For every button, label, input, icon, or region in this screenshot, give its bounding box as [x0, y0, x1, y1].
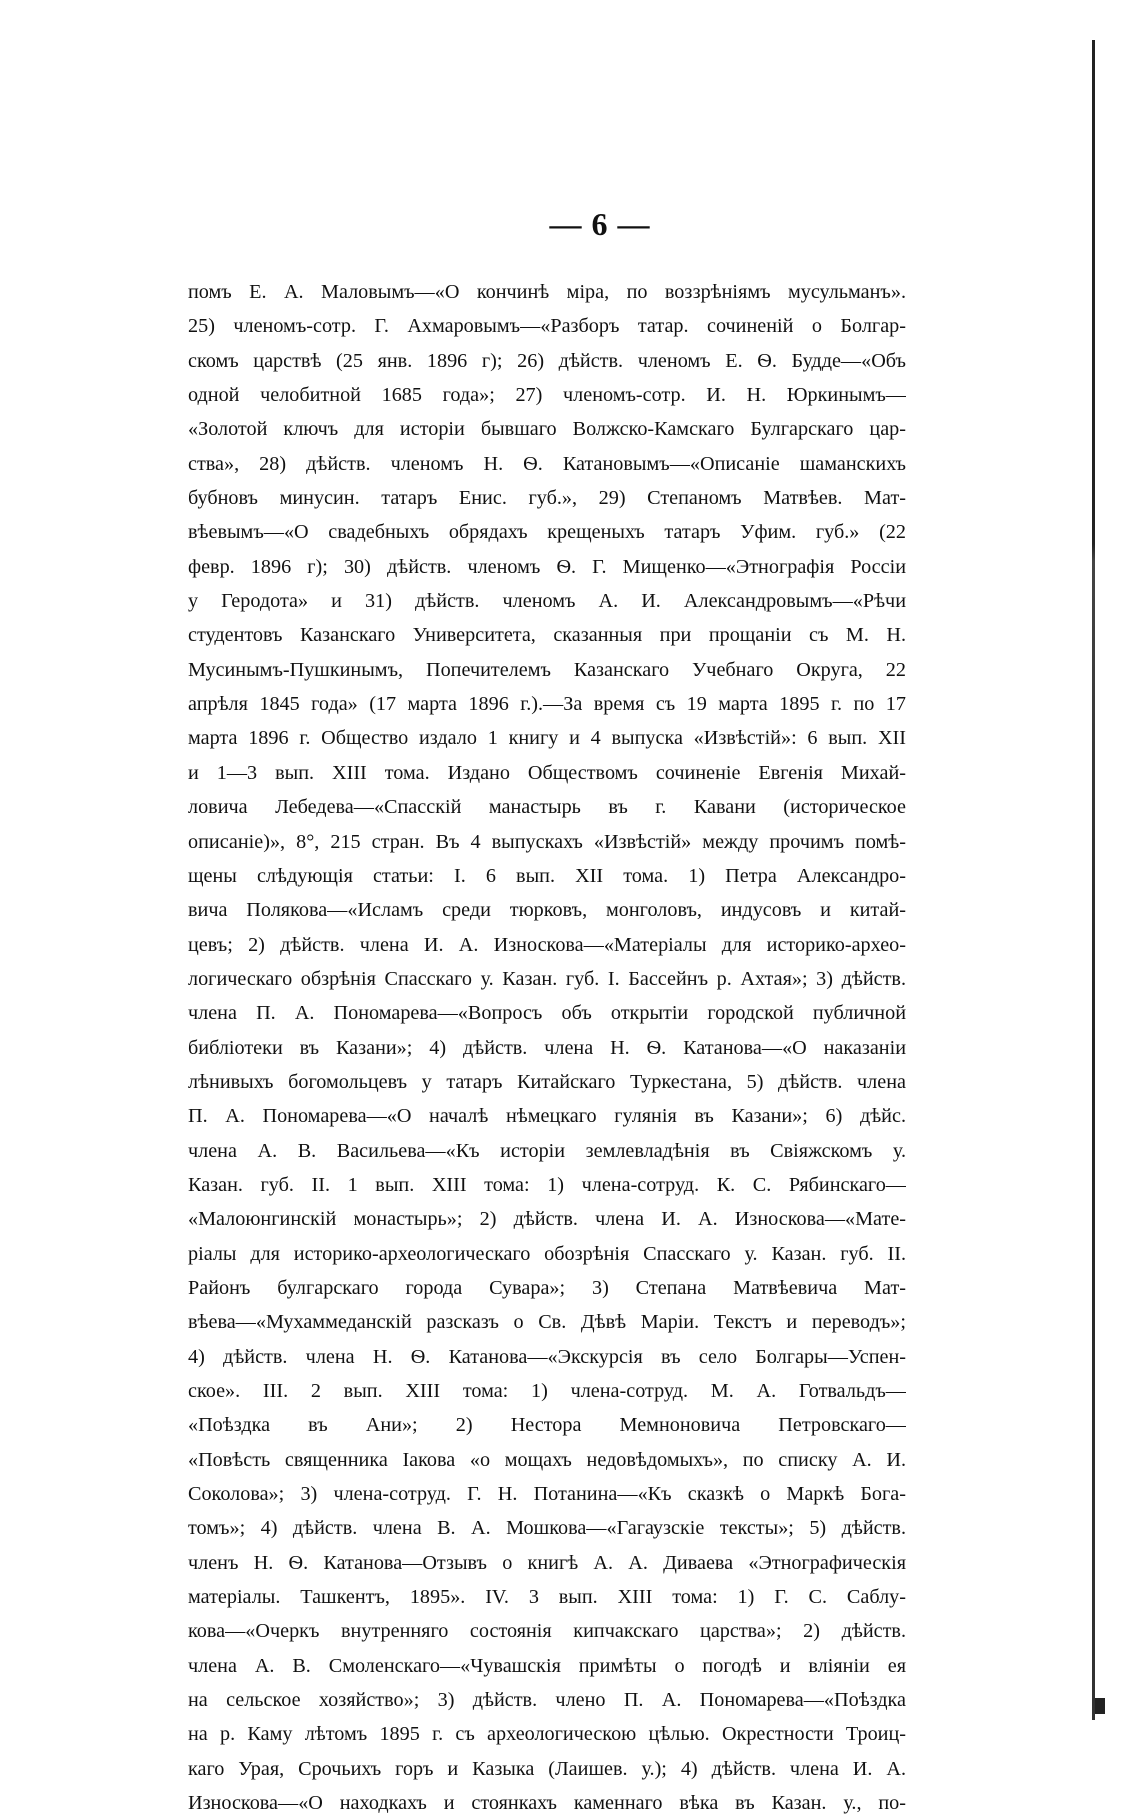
text-line: ства», 28) дѣйств. членомъ Н. Ѳ. Катановымъ—«Описаніе шаманскихъ [188, 452, 906, 475]
text-line: Мусинымъ-Пушкинымъ, Попечителемъ Казанскаго Учебнаго Округа, 22 [188, 658, 906, 681]
text-line: П. А. Пономарева—«О началѣ нѣмецкаго гулянія въ Казани»; 6) дѣйс. [188, 1105, 906, 1128]
text-line: члена А. В. Васильева—«Къ исторіи землевладѣнія въ Свіяжскомъ у. [188, 1139, 906, 1162]
text-line: лѣнивыхъ богомольцевъ у татаръ Китайскаго Туркестана, 5) дѣйств. члена [188, 1070, 906, 1093]
text-line: и 1—3 вып. XIII тома. Издано Обществомъ сочиненіе Евгенія Михай- [188, 761, 906, 784]
text-line: члена А. В. Смоленскаго—«Чувашскія примѣты о погодѣ и вліяніи ея [188, 1654, 906, 1677]
text-line: ловича Лебедева—«Спасскій манастырь въ г. Кавани (историческое [188, 796, 906, 819]
text-line: Казан. губ. II. 1 вып. XIII тома: 1) члена-сотруд. К. С. Рябинскаго— [188, 1173, 906, 1196]
text-line: студентовъ Казанскаго Университета, сказанныя при прощаніи съ М. Н. [188, 624, 906, 647]
text-line: помъ Е. А. Маловымъ—«О кончинѣ міра, по воззрѣніямъ мусульманъ». [188, 281, 906, 303]
text-line: логическаго обзрѣнія Спасскаго у. Казан. губ. I. Бассейнъ р. Ахтая»; 3) дѣйств. [188, 967, 906, 990]
text-line: «Поѣздка въ Ани»; 2) Нестора Мемноновича Петровскаго— [188, 1414, 906, 1437]
text-line: Районъ булгарскаго города Сувара»; 3) Степана Матвѣевича Мат- [188, 1276, 906, 1299]
text-line: ріалы для историко-археологическаго обозрѣнія Спасскаго у. Казан. губ. II. [188, 1242, 906, 1265]
text-line: апрѣля 1845 года» (17 марта 1896 г.).—За время съ 19 марта 1895 г. по 17 [188, 693, 906, 716]
text-line: на р. Каму лѣтомъ 1895 г. съ археологическою цѣлью. Окрестности Троиц- [188, 1723, 906, 1746]
text-line: у Геродота» и 31) дѣйств. членомъ А. И. Александровымъ—«Рѣчи [188, 590, 906, 613]
text-line: кова—«Очеркъ внутренняго состоянія кипчакскаго царства»; 2) дѣйств. [188, 1620, 906, 1643]
text-line: щены слѣдующія статьи: I. 6 вып. XII тома. 1) Петра Александро- [188, 864, 906, 887]
text-line: марта 1896 г. Общество издало 1 книгу и 4 выпуска «Извѣстій»: 6 вып. XII [188, 727, 906, 750]
text-line: цевъ; 2) дѣйств. члена И. А. Износкова—«Матеріалы для историко-археo- [188, 933, 906, 956]
text-line: на сельское хозяйство»; 3) дѣйств. члено П. А. Пономарева—«Поѣздка [188, 1689, 906, 1712]
text-line: Износкова—«О находкахъ и стоянкахъ каменнаго вѣка въ Казан. у., по- [188, 1792, 906, 1815]
text-line: 25) членомъ-сотр. Г. Ахмаровымъ—«Разборъ татар. сочиненій о Болгар- [188, 315, 906, 338]
scan-edge-line [1092, 40, 1095, 1720]
text-line: вѣева—«Мухаммеданскій разсказъ о Св. Дѣвѣ Маріи. Текстъ и переводъ»; [188, 1311, 906, 1334]
text-line: вича Полякова—«Исламъ среди тюрковъ, монголовъ, индусовъ и китай- [188, 899, 906, 922]
text-line: «Золотой ключъ для исторіи бывшаго Волжско-Камскаго Булгарскаго цар- [188, 418, 906, 441]
text-line: «Повѣсть священника Іакова «о мощахъ недовѣдомыхъ», по списку А. И. [188, 1448, 906, 1471]
text-line: каго Урая, Срочьихъ горъ и Казыка (Лаишев. у.); 4) дѣйств. члена И. А. [188, 1757, 906, 1780]
text-line: описаніе)», 8°, 215 стран. Въ 4 выпускахъ «Извѣстій» между прочимъ помѣ- [188, 830, 906, 853]
scan-corner-mark [1095, 1698, 1105, 1714]
text-line: скомъ царствѣ (25 янв. 1896 г); 26) дѣйств. членомъ Е. Ѳ. Будде—«Объ [188, 349, 906, 372]
body-text [188, 275, 906, 1820]
text-line: Соколова»; 3) члена-сотруд. Г. Н. Потанина—«Къ сказкѣ о Маркѣ Богa- [188, 1483, 906, 1506]
text-line: «Малоюнгинскій монастырь»; 2) дѣйств. члена И. А. Износкова—«Мате- [188, 1208, 906, 1231]
text-line: библіотеки въ Казани»; 4) дѣйств. члена Н. Ѳ. Катанова—«О наказаніи [188, 1036, 906, 1059]
text-line: членъ Н. Ѳ. Катанова—Отзывъ о книгѣ А. А. Диваева «Этнографическія [188, 1551, 906, 1574]
text-line: бубновъ минусин. татаръ Енис. губ.», 29) Степаномъ Матвѣев. Мат- [188, 487, 906, 510]
page-number: — 6 — [549, 206, 651, 242]
text-line: 4) дѣйств. члена Н. Ѳ. Катанова—«Экскурсія въ село Болгары—Успен- [188, 1345, 906, 1368]
text-line: ское». III. 2 вып. XIII тома: 1) члена-сотруд. М. А. Готвальдъ— [188, 1380, 906, 1402]
text-line: матеріалы. Ташкентъ, 1895». IV. 3 вып. XIII тома: 1) Г. С. Саблу- [188, 1586, 906, 1609]
text-line: одной челобитной 1685 года»; 27) членомъ-сотр. И. Н. Юркинымъ— [188, 384, 906, 407]
text-line: вѣевымъ—«О свадебныхъ обрядахъ крещеныхъ татаръ Уфим. губ.» (22 [188, 521, 906, 544]
text-line: февр. 1896 г); 30) дѣйств. членомъ Ѳ. Г. Мищенко—«Этнографія Россіи [188, 555, 906, 578]
text-line: томъ»; 4) дѣйств. члена В. А. Мошкова—«Гагаузскіе тексты»; 5) дѣйств. [188, 1517, 906, 1540]
text-line: члена П. А. Пономарева—«Вопросъ объ открытіи городской публичной [188, 1002, 906, 1025]
